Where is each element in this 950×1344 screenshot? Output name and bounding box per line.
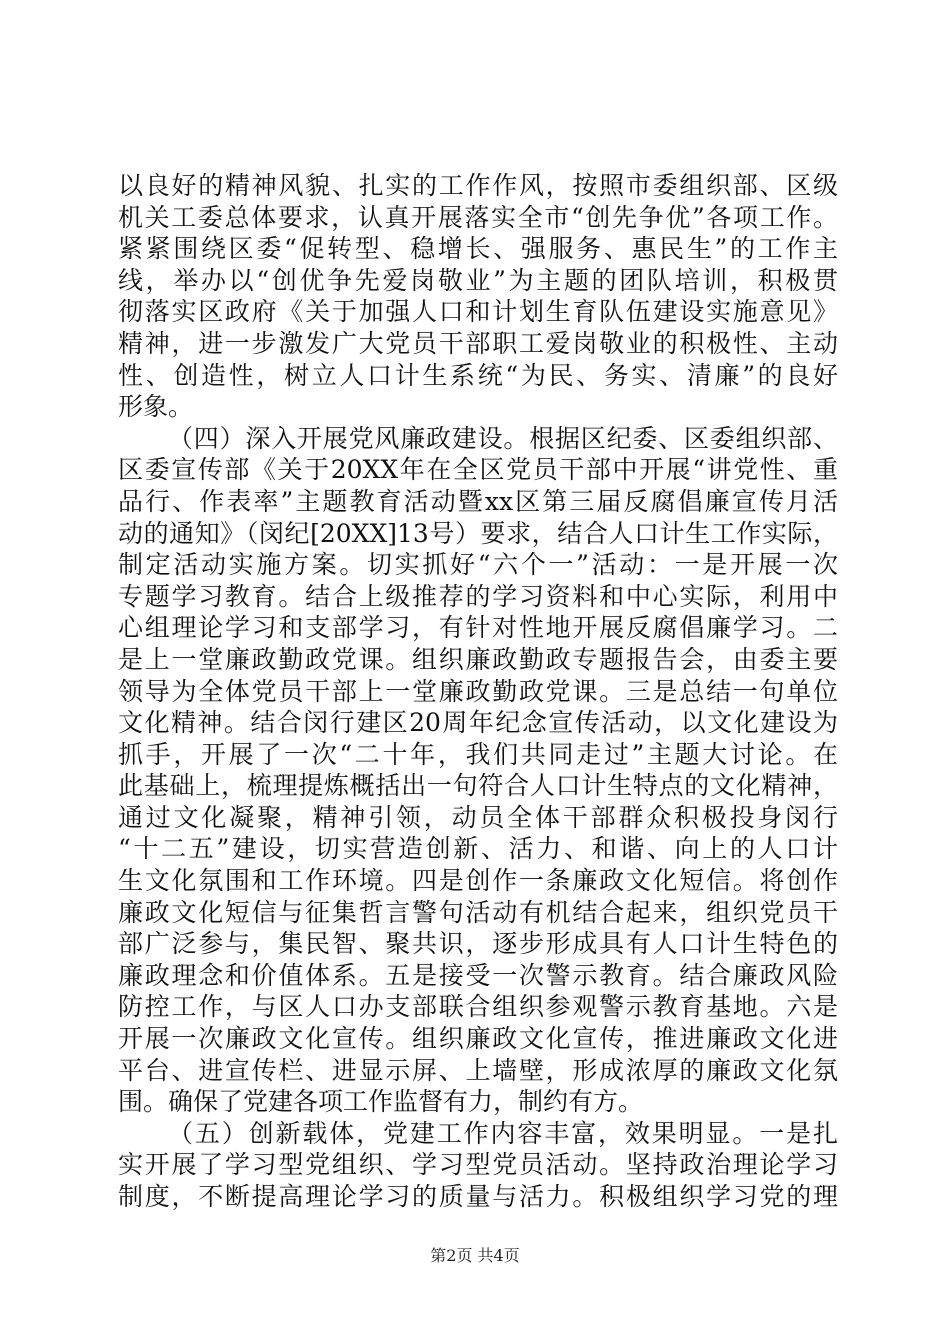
- text-line: 此基础上，梳理提炼概括出一句符合人口计生特点的文化精神，: [118, 771, 838, 801]
- text-line: 形象。: [118, 392, 194, 422]
- text-line: 围。确保了党建各项工作监督有力，制约有方。: [118, 1087, 644, 1117]
- text-line: 精神，进一步激发广大党员干部职工爱岗敬业的积极性、主动: [118, 328, 838, 358]
- text-line: 心组理论学习和支部学习，有针对性地开展反腐倡廉学习。二: [118, 613, 838, 643]
- text-line: 通过文化凝聚，精神引领，动员全体干部群众积极投身闵行: [118, 802, 838, 832]
- text-line: 抓手，开展了一次“二十年，我们共同走过”主题大讨论。在: [118, 739, 838, 769]
- text-line: 线，举办以“创优争先爱岗敬业”为主题的团队培训，积极贯: [118, 265, 838, 295]
- text-line: 廉政理念和价值体系。五是接受一次警示教育。结合廉政风险: [118, 960, 838, 990]
- text-line: 廉政文化短信与征集哲言警句活动有机结合起来，组织党员干: [118, 897, 838, 927]
- text-line: 开展一次廉政文化宣传。组织廉政文化宣传，推进廉政文化进: [118, 1024, 838, 1054]
- text-line: 专题学习教育。结合上级推荐的学习资料和中心实际，利用中: [118, 581, 838, 611]
- text-line: 部广泛参与，集民智、聚共识，逐步形成具有人口计生特色的: [118, 929, 838, 959]
- text-line: 制度，不断提高理论学习的质量与活力。积极组织学习党的理: [118, 1182, 838, 1211]
- text-line: 紧紧围绕区委“促转型、稳增长、强服务、惠民生”的工作主: [118, 234, 838, 264]
- text-line: 防控工作，与区人口办支部联合组织参观警示教育基地。六是: [118, 992, 838, 1022]
- text-line: 是上一堂廉政勤政党课。组织廉政勤政专题报告会，由委主要: [118, 644, 838, 674]
- text-line: 制定活动实施方案。切实抓好“六个一”活动：一是开展一次: [118, 550, 838, 580]
- text-line: 以良好的精神风貌、扎实的工作作风，按照市委组织部、区级: [118, 171, 838, 200]
- text-line: 文化精神。结合闵行建区20周年纪念宣传活动，以文化建设为: [118, 708, 838, 738]
- text-line: 彻落实区政府《关于加强人口和计划生育队伍建设实施意见》: [118, 297, 838, 327]
- text-line: 实开展了学习型党组织、学习型党员活动。坚持政治理论学习: [118, 1150, 838, 1180]
- text-line: 生文化氛围和工作环境。四是创作一条廉政文化短信。将创作: [118, 866, 838, 896]
- text-line: 机关工委总体要求，认真开展落实全市“创先争优”各项工作。: [118, 202, 838, 232]
- page-footer: 第2页 共4页: [430, 1246, 520, 1265]
- text-line: “十二五”建设，切实营造创新、活力、和谐、向上的人口计: [118, 834, 838, 864]
- body-text: [118, 170, 838, 1213]
- text-line: 领导为全体党员干部上一堂廉政勤政党课。三是总结一句单位: [118, 676, 838, 706]
- text-line: 区委宣传部《关于20XX年在全区党员干部中开展“讲党性、重: [118, 455, 838, 485]
- text-line: 性、创造性，树立人口计生系统“为民、务实、清廉”的良好: [118, 360, 838, 390]
- text-line: （四）深入开展党风廉政建设。根据区纪委、区委组织部、: [168, 423, 838, 453]
- text-line: 品行、作表率”主题教育活动暨xx区第三届反腐倡廉宣传月活: [118, 486, 838, 516]
- text-line: （五）创新载体，党建工作内容丰富，效果明显。一是扎: [168, 1118, 838, 1148]
- text-line: 平台、进宣传栏、进显示屏、上墙壁，形成浓厚的廉政文化氛: [118, 1055, 838, 1085]
- text-line: 动的通知》（闵纪[20XX]13号）要求，结合人口计生工作实际，: [118, 518, 838, 548]
